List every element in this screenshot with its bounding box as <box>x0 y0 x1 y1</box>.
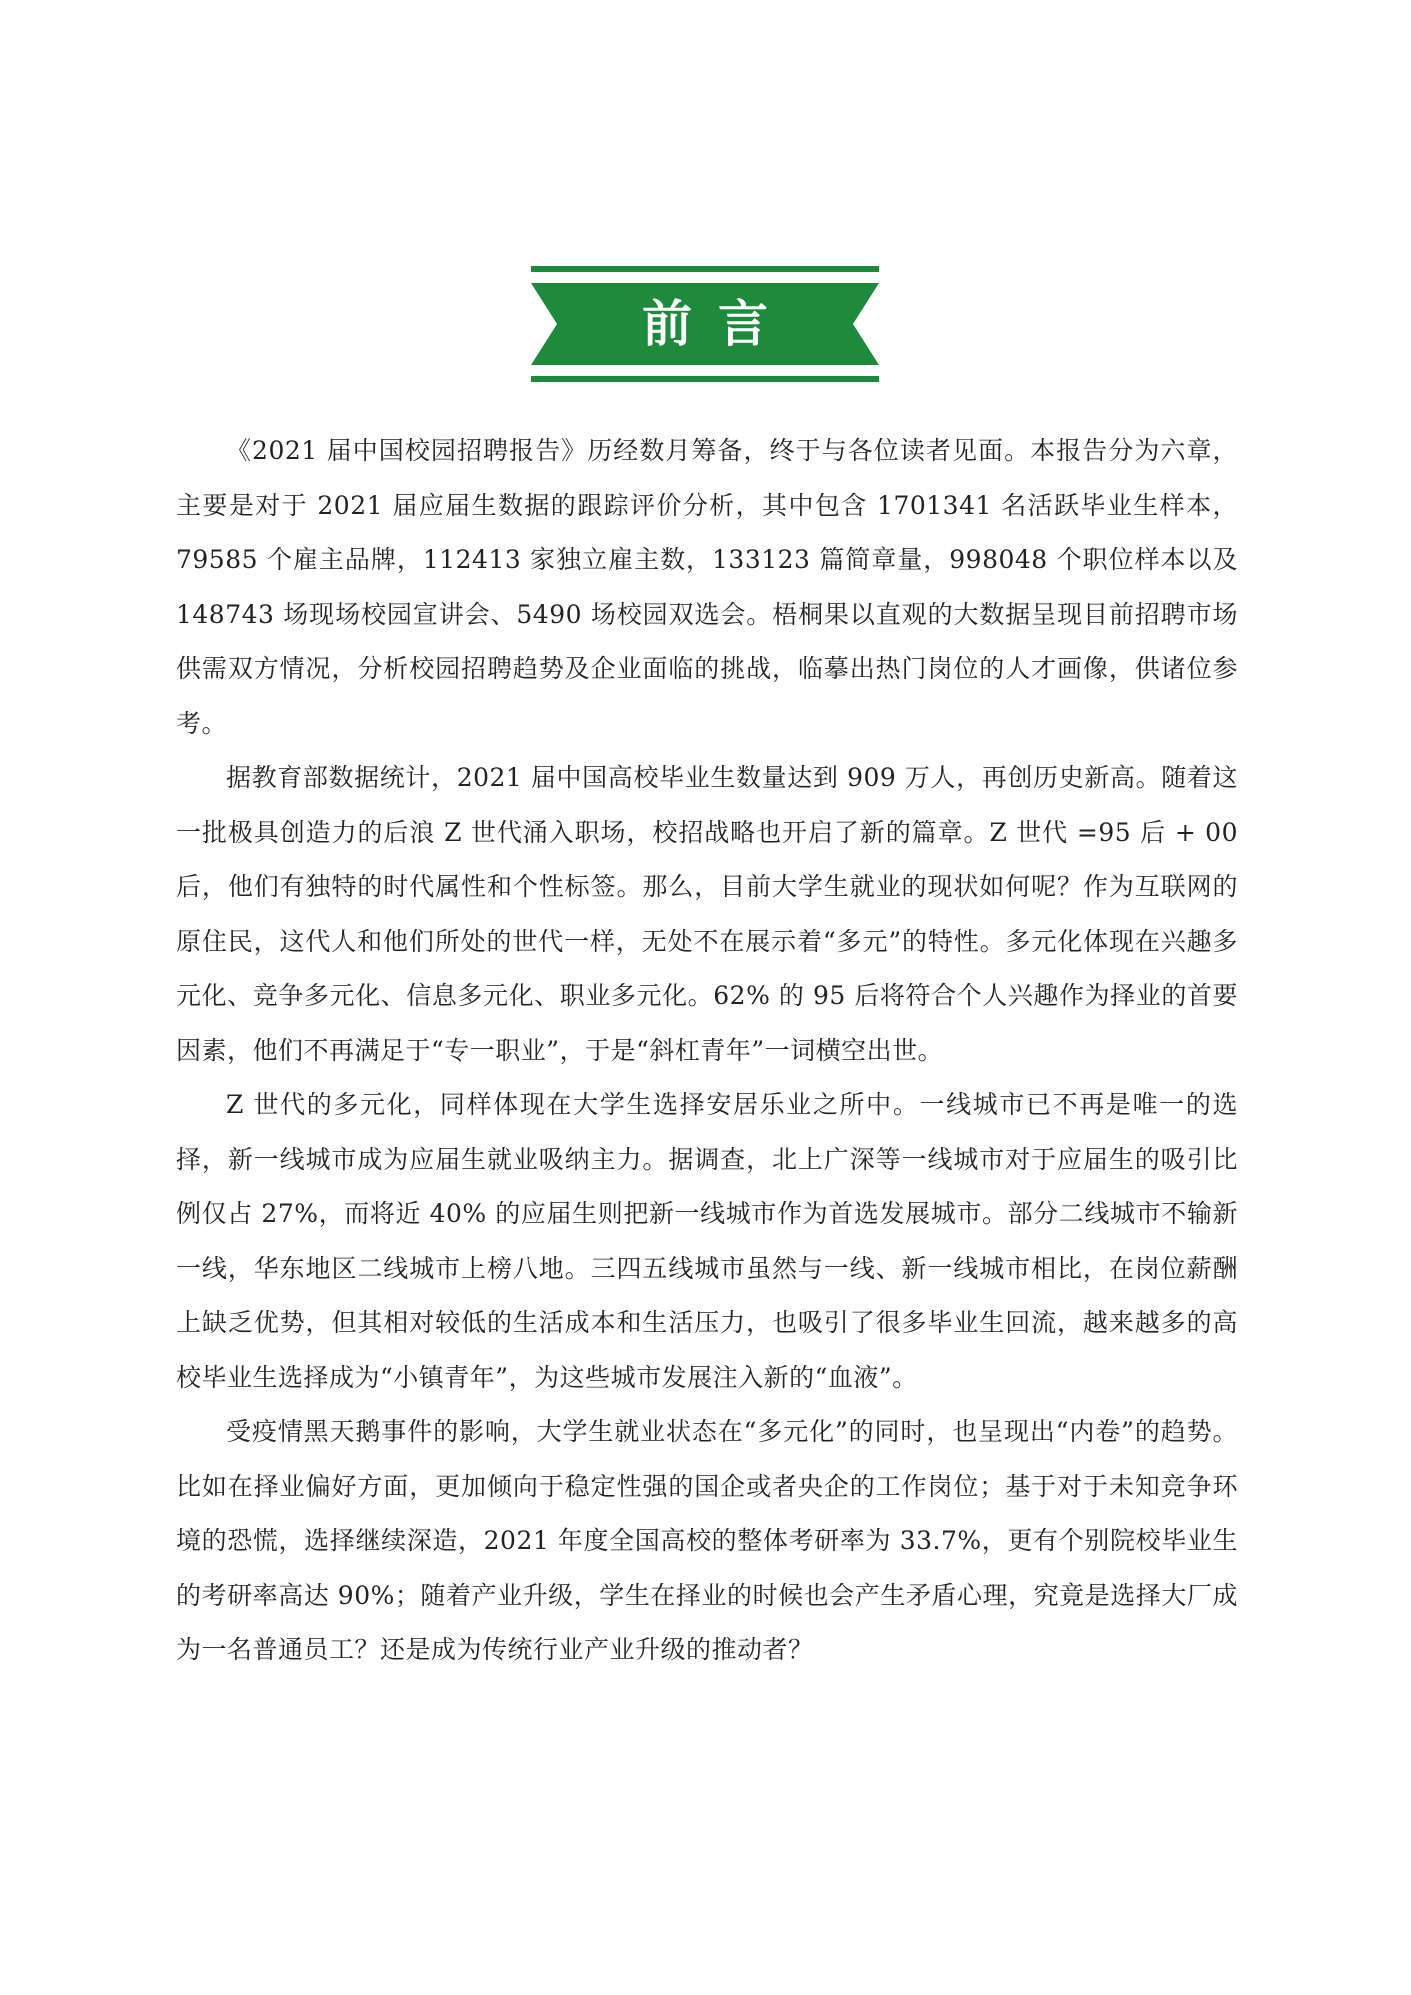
page-title: 前言 <box>642 294 794 353</box>
preface-body <box>176 424 1238 1678</box>
paragraph-graduates: 据教育部数据统计，2021 届中国高校毕业生数量达到 909 万人，再创历史新高。随着这一批极具创造力的后浪 Z 世代涌入职场，校招战略也开启了新的篇章。Z 世代 =95 后 + 00 后，他们有独特的时代属性和个性标签。那么，目前大学生就业的现状如何呢？作为互联网的原住民，这代人和他们所处的世代一样，无处不在展示着“多元”的特性。多元化体现在兴趣多元化、竞争多元化、信息多元化、职业多元化。62% 的 95 后将符合个人兴趣作为择业的首要因素，他们不再满足于“专一职业”，于是“斜杠青年”一词横空出世。 <box>176 763 1238 1065</box>
paragraph-pandemic: 受疫情黑天鹅事件的影响，大学生就业状态在“多元化”的同时，也呈现出“内卷”的趋势。比如在择业偏好方面，更加倾向于稳定性强的国企或者央企的工作岗位；基于对于未知竞争环境的恐慌，选择继续深造，2021 年度全国高校的整体考研率为 33.7%，更有个别院校毕业生的考研率高达 90%；随着产业升级，学生在择业的时候也会产生矛盾心理，究竟是选择大厂成为一名普通员工？还是成为传统行业产业升级的推动者？ <box>176 1417 1238 1664</box>
paragraph-cities: Z 世代的多元化，同样体现在大学生选择安居乐业之所中。一线城市已不再是唯一的选择，新一线城市成为应届生就业吸纳主力。据调查，北上广深等一线城市对于应届生的吸引比例仅占 27%，而将近 40% 的应届生则把新一线城市作为首选发展城市。部分二线城市不输新一线，华东地区二线城市上榜八地。三四五线城市虽然与一线、新一线城市相比，在岗位薪酬上缺乏优势，但其相对较低的生活成本和生活压力，也吸引了很多毕业生回流，越来越多的高校毕业生选择成为“小镇青年”，为这些城市发展注入新的“血液”。 <box>176 1090 1238 1392</box>
preface-banner <box>531 266 879 382</box>
paragraph-intro: 《2021 届中国校园招聘报告》历经数月筹备，终于与各位读者见面。本报告分为六章，主要是对于 2021 届应届生数据的跟踪评价分析，其中包含 1701341 名活跃毕业生样本，79585 个雇主品牌，112413 家独立雇主数，133123 篇简章量，998048 个职位样本以及 148743 场现场校园宣讲会、5490 场校园双选会。梧桐果以直观的大数据呈现目前招聘市场供需双方情况，分析校园招聘趋势及企业面临的挑战，临摹出热门岗位的人才画像，供诸位参考。 <box>176 436 1238 738</box>
